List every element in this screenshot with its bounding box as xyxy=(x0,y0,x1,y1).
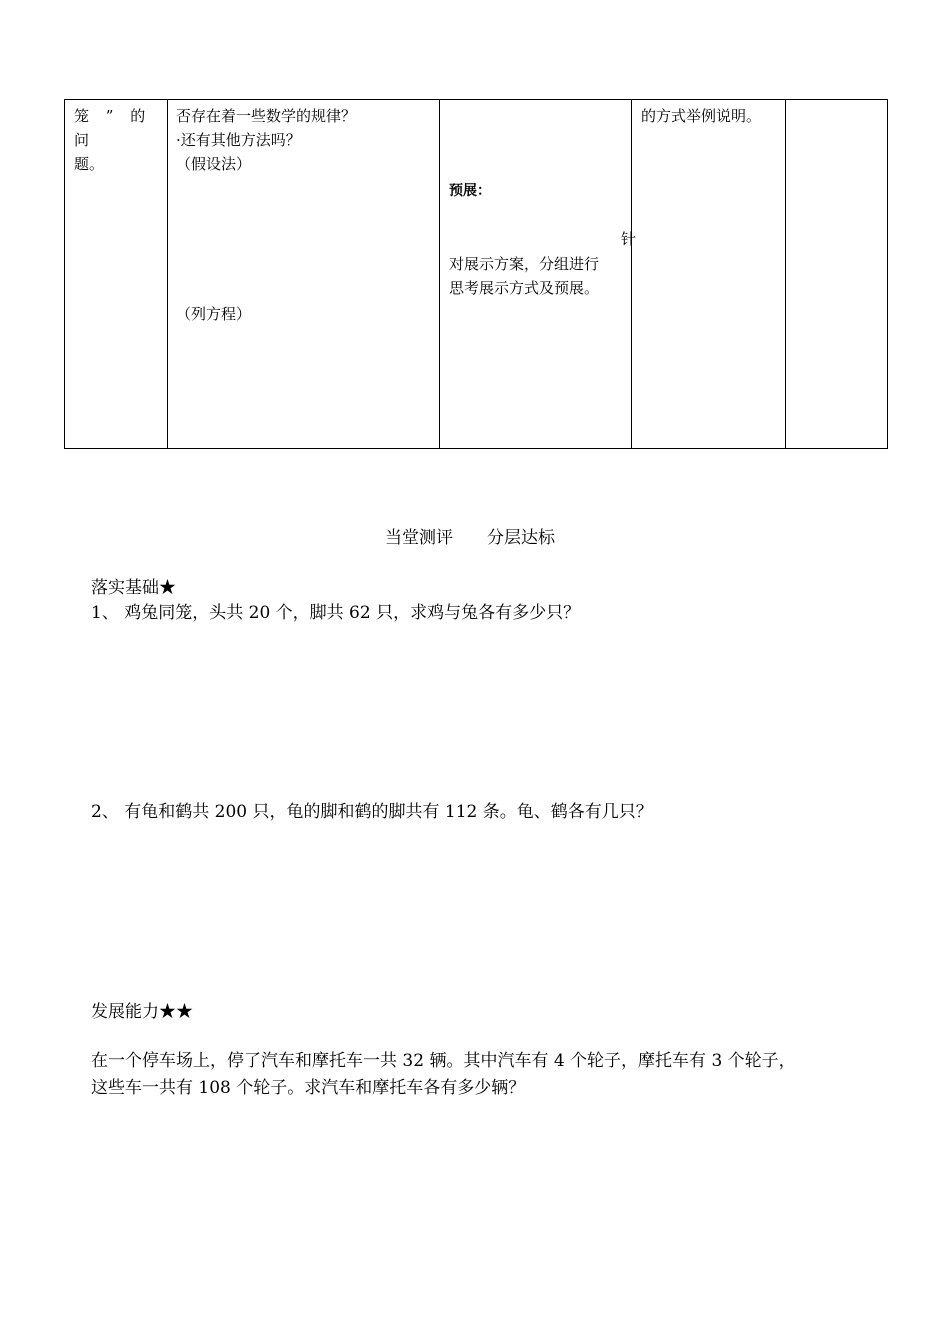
section-title: 当堂测评 分层达标 xyxy=(385,528,555,548)
table-cell-questions xyxy=(176,104,436,176)
table-cell-topic xyxy=(74,104,160,176)
table-cell-preview xyxy=(449,252,629,300)
lesson-table xyxy=(64,99,888,449)
cell-line: 针 xyxy=(621,230,637,248)
table-divider xyxy=(167,100,168,448)
cell-line: （假设法） xyxy=(176,155,252,173)
cell-line: 对展示方案，分组进行 xyxy=(449,255,600,273)
advanced-heading: 发展能力★★ xyxy=(91,1002,193,1022)
table-divider xyxy=(785,100,786,448)
cell-line: ·还有其他方法吗？ xyxy=(176,131,301,149)
cell-line: 题。 xyxy=(74,155,105,173)
table-divider xyxy=(439,100,440,448)
question-2: 2、 有龟和鹤共 200 只，龟的脚和鹤的脚共有 112 条。龟、鹤各有几只？ xyxy=(91,802,653,822)
basic-heading: 落实基础★ xyxy=(91,578,176,598)
cell-line: 否存在着一些数学的规律？ xyxy=(176,107,357,125)
question-3-line-2: 这些车一共有 108 个轮子。求汽车和摩托车各有多少辆？ xyxy=(91,1078,526,1098)
cell-line: 笼 ” 的 问 xyxy=(74,107,152,149)
table-cell-method: 的方式举例说明。 xyxy=(641,107,762,125)
table-cell-equation: （列方程） xyxy=(176,305,252,323)
question-1: 1、 鸡兔同笼，头共 20 个，脚共 62 只，求鸡与兔各有多少只？ xyxy=(91,603,581,623)
cell-line: 思考展示方式及预展。 xyxy=(449,279,600,297)
table-divider xyxy=(631,100,632,448)
question-3-line-1: 在一个停车场上，停了汽车和摩托车一共 32 辆。其中汽车有 4 个轮子，摩托车有 3 个轮子， xyxy=(91,1051,796,1071)
preview-heading: 预展： xyxy=(449,183,491,199)
